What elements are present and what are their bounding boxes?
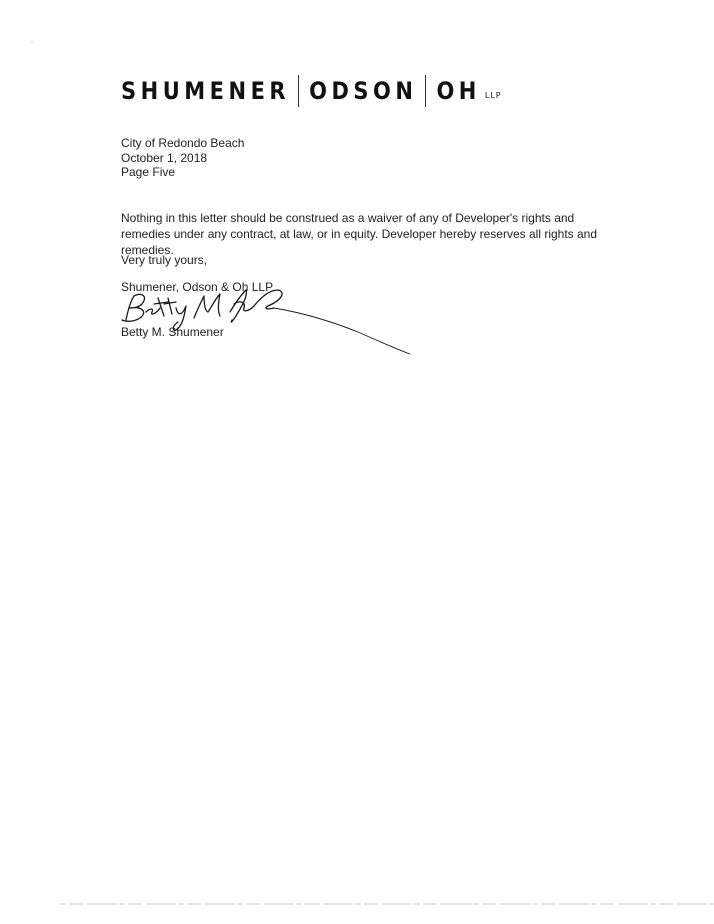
closing-salutation: Very truly yours, [121, 253, 208, 267]
handwritten-signature [118, 282, 418, 362]
letter-date: October 1, 2018 [121, 150, 208, 165]
signer-name: Betty M. Shumener [121, 325, 224, 339]
letterhead-name-oh: OH [436, 76, 481, 105]
scan-bottom-edge [60, 902, 714, 906]
scan-speck [30, 40, 34, 44]
firm-name: Shumener, Odson & Oh LLP [121, 280, 274, 294]
page-number: Page Five [121, 165, 176, 179]
recipient-block [121, 136, 244, 180]
letterhead-name-shumener: SHUMENER [121, 76, 291, 105]
letterhead-divider [298, 75, 299, 107]
letterhead-divider [425, 75, 426, 107]
body-paragraph: Nothing in this letter should be construed as a waiver of any of Developer's rights and remedies under any contract, at law, or in equity. Developer hereby reserves all rights and remedies. [121, 211, 598, 257]
letterhead [121, 74, 502, 108]
letterhead-llp: LLP [484, 90, 502, 100]
letterhead-name-odson: ODSON [309, 76, 418, 105]
recipient-name: City of Redondo Beach [121, 136, 245, 150]
